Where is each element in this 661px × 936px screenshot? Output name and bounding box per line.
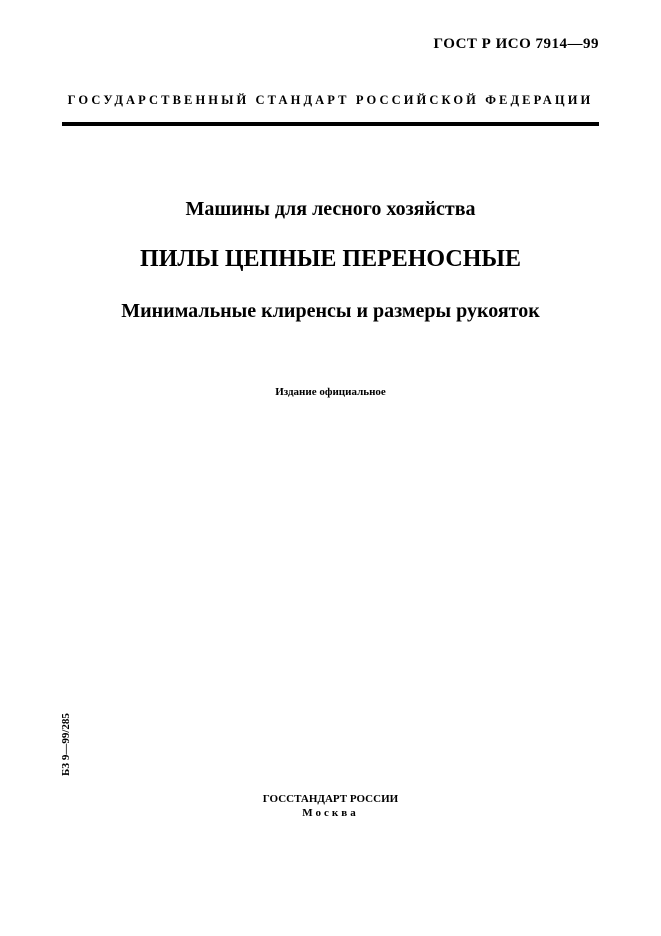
side-code: БЗ 9—99/285 (60, 713, 72, 776)
edition-label: Издание официальное (275, 386, 386, 398)
category-title: Машины для лесного хозяйства (185, 198, 476, 220)
publisher-city: Москва (302, 807, 359, 819)
subtitle: Минимальные клиренсы и размеры рукояток (121, 300, 540, 322)
main-title: ПИЛЫ ЦЕПНЫЕ ПЕРЕНОСНЫЕ (140, 246, 521, 272)
header-divider (62, 122, 599, 126)
document-code: ГОСТ Р ИСО 7914—99 (433, 36, 599, 52)
publisher-name: ГОССТАНДАРТ РОССИИ (262, 793, 399, 805)
organization-header: ГОСУДАРСТВЕННЫЙ СТАНДАРТ РОССИЙСКОЙ ФЕДЕРАЦИИ (67, 93, 594, 107)
